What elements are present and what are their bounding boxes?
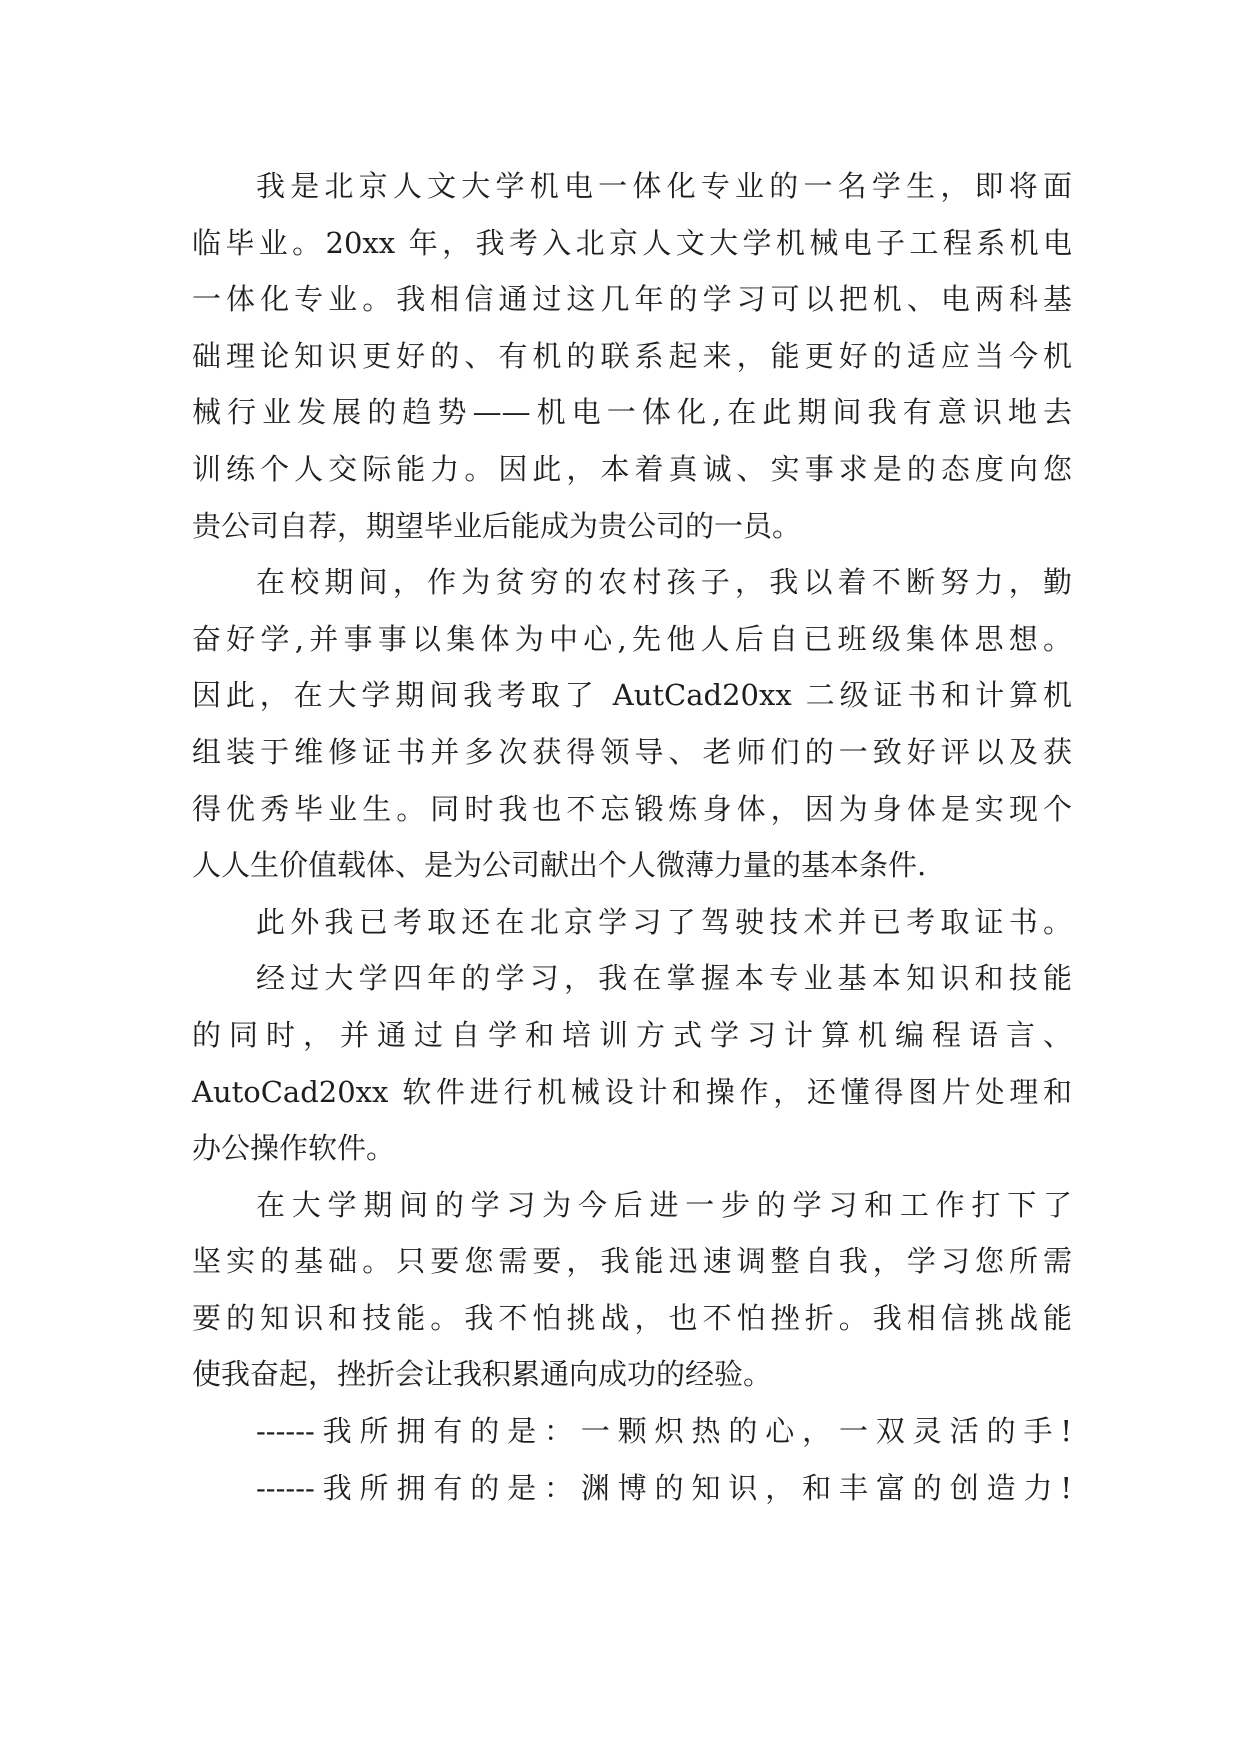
text-line: 得优秀毕业生。同时我也不忘锻炼身体，因为身体是实现个 xyxy=(192,791,1072,826)
text-line: 要的知识和技能。我不怕挑战，也不怕挫折。我相信挑战能 xyxy=(192,1300,1072,1335)
text-line: AutoCad20xx 软件进行机械设计和操作，还懂得图片处理和 xyxy=(192,1074,1072,1109)
text-line: 经过大学四年的学习，我在掌握本专业基本知识和技能 xyxy=(256,961,1072,996)
text-line: 临毕业。20xx 年，我考入北京人文大学机械电子工程系机电 xyxy=(192,225,1072,260)
text-line: 组装于维修证书并多次获得领导、老师们的一致好评以及获 xyxy=(192,734,1072,769)
text-line: ------我所拥有的是：渊博的知识，和丰富的创造力! xyxy=(256,1470,1072,1505)
text-line: 人人生价值载体、是为公司献出个人微薄力量的基本条件. xyxy=(192,848,927,883)
text-line: 在校期间，作为贫穷的农村孩子，我以着不断努力，勤 xyxy=(256,565,1072,600)
text-line: 奋好学,并事事以集体为中心,先他人后自已班级集体思想。 xyxy=(192,621,1072,656)
text-line: 础理论知识更好的、有机的联系起来，能更好的适应当今机 xyxy=(192,338,1072,373)
letter-body xyxy=(192,158,1072,1516)
text-line: 我是北京人文大学机电一体化专业的一名学生，即将面 xyxy=(256,169,1072,203)
text-line: 的同时，并通过自学和培训方式学习计算机编程语言、 xyxy=(192,1017,1072,1052)
text-line: 办公操作软件。 xyxy=(192,1131,396,1166)
text-line: 坚实的基础。只要您需要，我能迅速调整自我，学习您所需 xyxy=(192,1244,1072,1279)
text-line: 因此，在大学期间我考取了 AutCad20xx 二级证书和计算机 xyxy=(192,678,1072,713)
text-line: 训练个人交际能力。因此，本着真诚、实事求是的态度向您 xyxy=(192,451,1072,486)
text-line: ------我所拥有的是：一颗炽热的心，一双灵活的手! xyxy=(256,1414,1072,1449)
text-line: 贵公司自荐，期望毕业后能成为贵公司的一员。 xyxy=(192,508,802,543)
text-line: 在大学期间的学习为今后进一步的学习和工作打下了 xyxy=(256,1187,1072,1222)
text-line: 械行业发展的趋势——机电一体化,在此期间我有意识地去 xyxy=(192,395,1072,430)
text-line: 使我奋起，挫折会让我积累通向成功的经验。 xyxy=(192,1357,773,1392)
text-line: 一体化专业。我相信通过这几年的学习可以把机、电两科基 xyxy=(192,282,1072,317)
text-line: 此外我已考取还在北京学习了驾驶技术并已考取证书。 xyxy=(256,904,1072,939)
